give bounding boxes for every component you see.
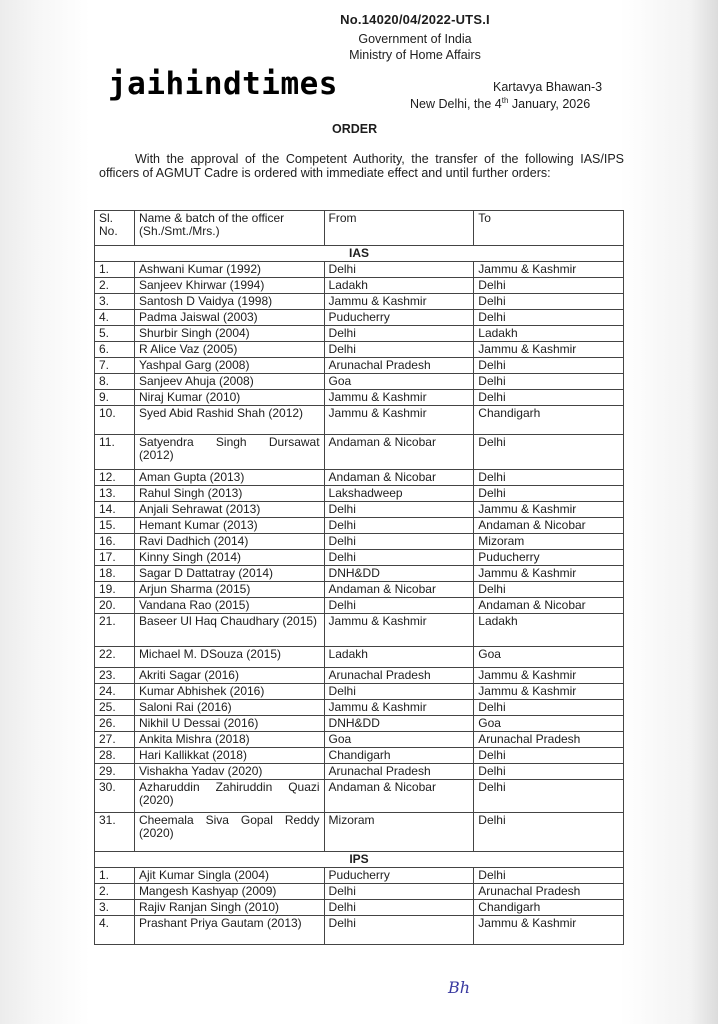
cell-from: Jammu & Kashmir (324, 614, 474, 647)
cell-from: Andaman & Nicobar (324, 435, 474, 470)
transfer-table (94, 210, 624, 945)
cell-to: Jammu & Kashmir (474, 342, 624, 358)
cell-officer-name: R Alice Vaz (2005) (134, 342, 324, 358)
table-row (95, 534, 624, 550)
cell-officer-name: Sanjeev Khirwar (1994) (134, 278, 324, 294)
table-row (95, 598, 624, 614)
cell-to: Delhi (474, 374, 624, 390)
cell-officer-name: Ajit Kumar Singla (2004) (134, 868, 324, 884)
order-title: ORDER (332, 122, 378, 136)
cell-from: Delhi (324, 684, 474, 700)
cell-to: Andaman & Nicobar (474, 598, 624, 614)
cell-from: Delhi (324, 534, 474, 550)
order-intro: With the approval of the Competent Authority, the transfer of the following IAS/IPS officers of AGMUT Cadre is ordered with immediate effect and until further orders: (99, 152, 624, 180)
cell-to: Arunachal Pradesh (474, 732, 624, 748)
cell-to: Mizoram (474, 534, 624, 550)
cell-sl-no: 2. (95, 278, 135, 294)
table-row (95, 813, 624, 852)
table-row (95, 278, 624, 294)
table-row (95, 764, 624, 780)
cell-from: Delhi (324, 916, 474, 945)
table-row (95, 900, 624, 916)
cell-to: Goa (474, 647, 624, 668)
cell-from: Arunachal Pradesh (324, 358, 474, 374)
cell-officer-name: Rahul Singh (2013) (134, 486, 324, 502)
cell-from: Delhi (324, 550, 474, 566)
cell-sl-no: 25. (95, 700, 135, 716)
cell-from: Delhi (324, 342, 474, 358)
cell-sl-no: 12. (95, 470, 135, 486)
cell-officer-name: Kinny Singh (2014) (134, 550, 324, 566)
ministry-line: Ministry of Home Affairs (349, 48, 481, 62)
cell-to: Delhi (474, 748, 624, 764)
table-row (95, 550, 624, 566)
header-from: From (324, 211, 474, 246)
cell-officer-name: Yashpal Garg (2008) (134, 358, 324, 374)
cell-from: Puducherry (324, 868, 474, 884)
government-line: Government of India (358, 32, 472, 46)
table-row (95, 406, 624, 435)
table-row (95, 716, 624, 732)
cell-officer-name: Santosh D Vaidya (1998) (134, 294, 324, 310)
watermark-text: jaihindtimes (108, 66, 338, 102)
cell-to: Delhi (474, 310, 624, 326)
cell-from: Goa (324, 732, 474, 748)
cell-to: Jammu & Kashmir (474, 668, 624, 684)
cell-to: Delhi (474, 435, 624, 470)
cell-sl-no: 18. (95, 566, 135, 582)
cell-sl-no: 2. (95, 884, 135, 900)
table-row (95, 390, 624, 406)
cell-from: Delhi (324, 884, 474, 900)
section-title: IPS (95, 852, 624, 868)
place-date (410, 96, 590, 111)
cell-officer-name: Arjun Sharma (2015) (134, 582, 324, 598)
cell-to: Delhi (474, 390, 624, 406)
cell-officer-name: Nikhil U Dessai (2016) (134, 716, 324, 732)
cell-sl-no: 24. (95, 684, 135, 700)
cell-sl-no: 26. (95, 716, 135, 732)
cell-to: Puducherry (474, 550, 624, 566)
table-row (95, 518, 624, 534)
cell-officer-name: Kumar Abhishek (2016) (134, 684, 324, 700)
header-to: To (474, 211, 624, 246)
cell-from: DNH&DD (324, 566, 474, 582)
cell-to: Delhi (474, 813, 624, 852)
cell-to: Ladakh (474, 326, 624, 342)
table-row (95, 435, 624, 470)
cell-officer-name: Anjali Sehrawat (2013) (134, 502, 324, 518)
table-body (95, 246, 624, 945)
table-row (95, 780, 624, 813)
cell-officer-name: Hemant Kumar (2013) (134, 518, 324, 534)
cell-sl-no: 28. (95, 748, 135, 764)
cell-officer-name: Baseer Ul Haq Chaudhary (2015) (134, 614, 324, 647)
cell-to: Delhi (474, 294, 624, 310)
table-row (95, 374, 624, 390)
table-row (95, 647, 624, 668)
cell-sl-no: 14. (95, 502, 135, 518)
cell-from: Arunachal Pradesh (324, 668, 474, 684)
cell-officer-name: Ankita Mishra (2018) (134, 732, 324, 748)
cell-from: Delhi (324, 502, 474, 518)
cell-sl-no: 9. (95, 390, 135, 406)
cell-officer-name: Mangesh Kashyap (2009) (134, 884, 324, 900)
cell-from: Ladakh (324, 647, 474, 668)
table-row (95, 342, 624, 358)
cell-officer-name: Niraj Kumar (2010) (134, 390, 324, 406)
cell-from: Lakshadweep (324, 486, 474, 502)
cell-officer-name: Prashant Priya Gautam (2013) (134, 916, 324, 945)
cell-sl-no: 20. (95, 598, 135, 614)
cell-to: Andaman & Nicobar (474, 518, 624, 534)
cell-to: Delhi (474, 278, 624, 294)
header-name: Name & batch of the officer (Sh./Smt./Mrs.) (134, 211, 324, 246)
table-row (95, 486, 624, 502)
cell-officer-name: Michael M. DSouza (2015) (134, 647, 324, 668)
cell-from: Mizoram (324, 813, 474, 852)
cell-to: Delhi (474, 582, 624, 598)
header-sl-no: Sl. No. (95, 211, 135, 246)
cell-from: Goa (324, 374, 474, 390)
cell-sl-no: 4. (95, 310, 135, 326)
cell-officer-name: Ravi Dadhich (2014) (134, 534, 324, 550)
table-row (95, 684, 624, 700)
cell-sl-no: 5. (95, 326, 135, 342)
cell-officer-name: Sagar D Dattatray (2014) (134, 566, 324, 582)
cell-to: Jammu & Kashmir (474, 566, 624, 582)
cell-officer-name: Saloni Rai (2016) (134, 700, 324, 716)
table-row (95, 748, 624, 764)
cell-officer-name: Cheemala Siva Gopal Reddy (2020) (134, 813, 324, 852)
section-row-ips (95, 852, 624, 868)
cell-sl-no: 6. (95, 342, 135, 358)
table-row (95, 582, 624, 598)
cell-to: Jammu & Kashmir (474, 262, 624, 278)
section-title: IAS (95, 246, 624, 262)
table-row (95, 294, 624, 310)
cell-from: Chandigarh (324, 748, 474, 764)
cell-to: Chandigarh (474, 406, 624, 435)
cell-officer-name: Sanjeev Ahuja (2008) (134, 374, 324, 390)
cell-sl-no: 21. (95, 614, 135, 647)
cell-from: Jammu & Kashmir (324, 700, 474, 716)
table-row (95, 700, 624, 716)
cell-sl-no: 17. (95, 550, 135, 566)
table-row (95, 326, 624, 342)
cell-from: Puducherry (324, 310, 474, 326)
cell-from: Delhi (324, 518, 474, 534)
cell-from: Delhi (324, 326, 474, 342)
cell-from: Ladakh (324, 278, 474, 294)
cell-to: Delhi (474, 700, 624, 716)
table-row (95, 884, 624, 900)
cell-to: Goa (474, 716, 624, 732)
cell-officer-name: Hari Kallikkat (2018) (134, 748, 324, 764)
cell-officer-name: Satyendra Singh Dursawat (2012) (134, 435, 324, 470)
cell-to: Chandigarh (474, 900, 624, 916)
cell-officer-name: Akriti Sagar (2016) (134, 668, 324, 684)
cell-from: Delhi (324, 262, 474, 278)
cell-to: Arunachal Pradesh (474, 884, 624, 900)
table-row (95, 916, 624, 945)
cell-sl-no: 19. (95, 582, 135, 598)
table-row (95, 310, 624, 326)
cell-to: Delhi (474, 358, 624, 374)
cell-officer-name: Aman Gupta (2013) (134, 470, 324, 486)
cell-sl-no: 29. (95, 764, 135, 780)
section-row-ias (95, 246, 624, 262)
cell-officer-name: Padma Jaiswal (2003) (134, 310, 324, 326)
reference-number: No.14020/04/2022-UTS.I (340, 12, 490, 27)
table-row (95, 502, 624, 518)
cell-to: Delhi (474, 764, 624, 780)
cell-officer-name: Ashwani Kumar (1992) (134, 262, 324, 278)
cell-sl-no: 22. (95, 647, 135, 668)
table-header-row (95, 211, 624, 246)
cell-sl-no: 7. (95, 358, 135, 374)
cell-sl-no: 3. (95, 900, 135, 916)
cell-from: Andaman & Nicobar (324, 470, 474, 486)
cell-sl-no: 16. (95, 534, 135, 550)
cell-to: Jammu & Kashmir (474, 684, 624, 700)
cell-officer-name: Azharuddin Zahiruddin Quazi (2020) (134, 780, 324, 813)
cell-officer-name: Shurbir Singh (2004) (134, 326, 324, 342)
cell-from: Andaman & Nicobar (324, 780, 474, 813)
office-address: Kartavya Bhawan-3 (493, 80, 603, 94)
cell-sl-no: 11. (95, 435, 135, 470)
cell-from: DNH&DD (324, 716, 474, 732)
cell-to: Delhi (474, 486, 624, 502)
cell-from: Arunachal Pradesh (324, 764, 474, 780)
cell-to: Jammu & Kashmir (474, 502, 624, 518)
cell-from: Delhi (324, 900, 474, 916)
table-row (95, 732, 624, 748)
table-row (95, 358, 624, 374)
cell-sl-no: 8. (95, 374, 135, 390)
cell-to: Ladakh (474, 614, 624, 647)
cell-sl-no: 30. (95, 780, 135, 813)
cell-to: Delhi (474, 470, 624, 486)
cell-sl-no: 1. (95, 262, 135, 278)
table-row (95, 470, 624, 486)
cell-sl-no: 27. (95, 732, 135, 748)
cell-to: Delhi (474, 868, 624, 884)
cell-from: Jammu & Kashmir (324, 390, 474, 406)
cell-from: Jammu & Kashmir (324, 294, 474, 310)
cell-sl-no: 23. (95, 668, 135, 684)
cell-from: Delhi (324, 598, 474, 614)
table-row (95, 868, 624, 884)
table-row (95, 566, 624, 582)
cell-sl-no: 3. (95, 294, 135, 310)
cell-sl-no: 1. (95, 868, 135, 884)
cell-from: Andaman & Nicobar (324, 582, 474, 598)
cell-sl-no: 4. (95, 916, 135, 945)
cell-officer-name: Syed Abid Rashid Shah (2012) (134, 406, 324, 435)
table-row (95, 262, 624, 278)
cell-from: Jammu & Kashmir (324, 406, 474, 435)
cell-sl-no: 10. (95, 406, 135, 435)
date-text: New Delhi, the 4th January, 2026 (410, 96, 591, 112)
table-row (95, 614, 624, 647)
signature-mark: Bh (448, 978, 471, 997)
table-row (95, 668, 624, 684)
cell-sl-no: 31. (95, 813, 135, 852)
cell-officer-name: Rajiv Ranjan Singh (2010) (134, 900, 324, 916)
cell-sl-no: 15. (95, 518, 135, 534)
cell-sl-no: 13. (95, 486, 135, 502)
cell-officer-name: Vandana Rao (2015) (134, 598, 324, 614)
cell-to: Jammu & Kashmir (474, 916, 624, 945)
cell-officer-name: Vishakha Yadav (2020) (134, 764, 324, 780)
cell-to: Delhi (474, 780, 624, 813)
